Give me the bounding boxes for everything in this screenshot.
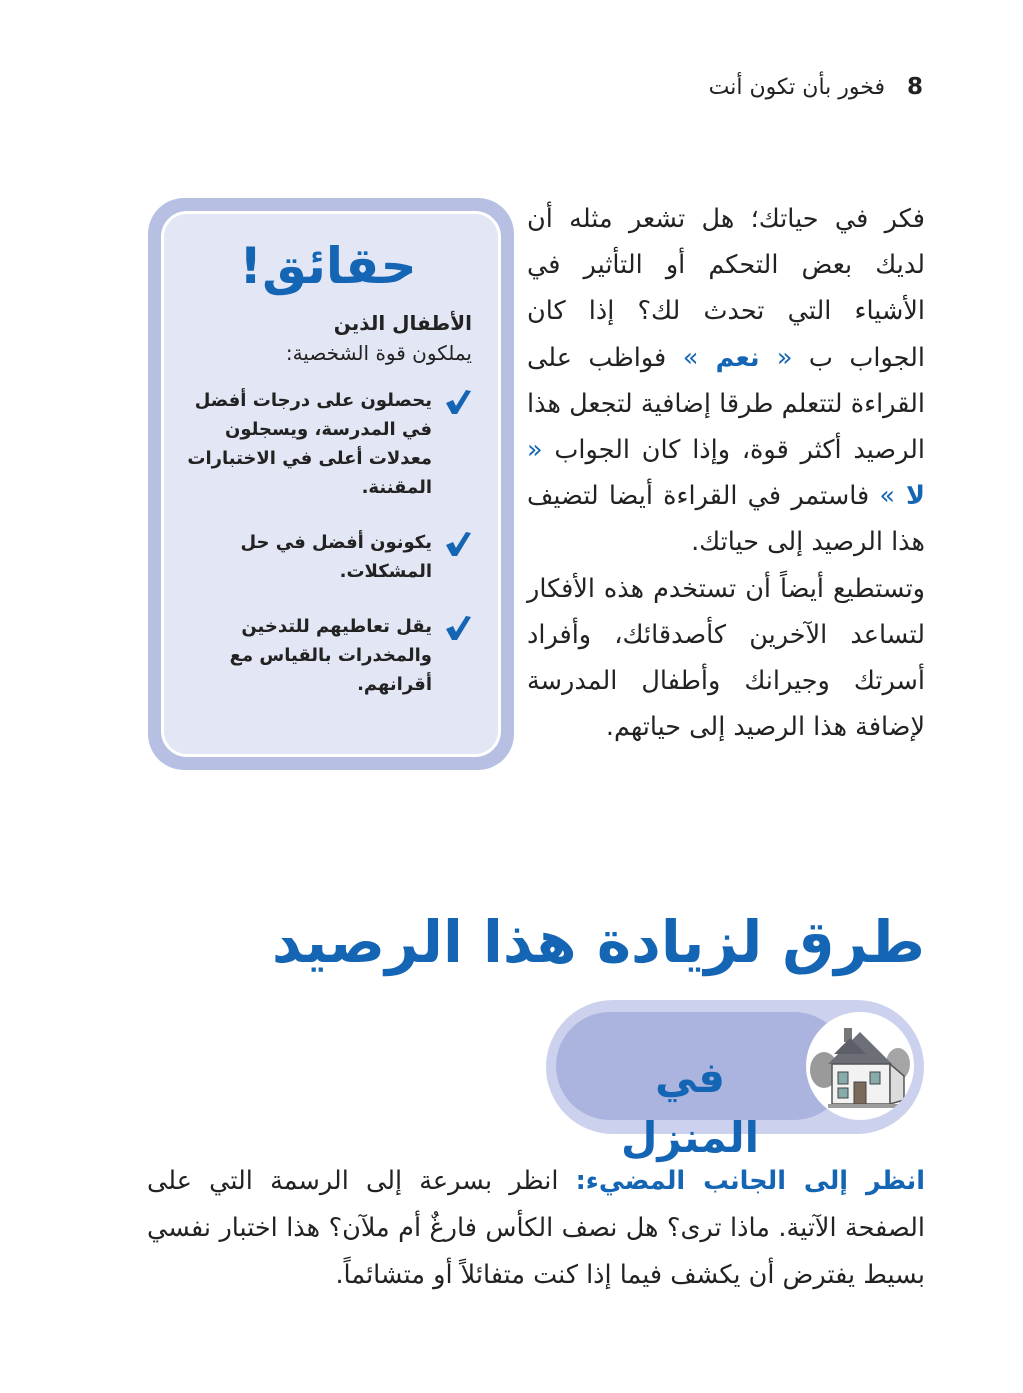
checkmark-icon	[444, 388, 472, 416]
facts-list-item: يقل تعاطيهم للتدخين والمخدرات بالقياس مع أقرانهم.	[184, 612, 472, 699]
facts-subtitle: يملكون قوة الشخصية:	[285, 341, 472, 365]
banner-pill	[556, 1012, 848, 1162]
house-icon-circle	[806, 1012, 914, 1120]
bottom-paragraph: انظر إلى الجانب المضيء: انظر بسرعة إلى الرسمة التي على الصفحة الآتية. ماذا ترى؟ هل نصف الكأس فارغٌ أم ملآن؟ هذا اختبار نفسي بسيط يفترض أن يكشف فيما إذا كنت متفائلاً أو متشائماً.	[147, 1166, 925, 1290]
home-banner	[546, 1000, 924, 1162]
book-title: فخور بأن تكون أنت	[708, 74, 885, 100]
house-icon	[810, 1018, 910, 1114]
section-heading: طرق لزيادة هذا الرصيد	[271, 908, 925, 976]
facts-list-item: يحصلون على درجات أفضل في المدرسة، ويسجلون معدلات أعلى في الاختبارات المقننة.	[184, 386, 472, 502]
main-paragraph-1: فكر في حياتك؛ هل تشعر مثله أن لديك بعض التحكم أو التأثير في الأشياء التي تحدث لك؟ إذا كان الجواب ب « نعم » فواظب على القراءة لتتعلم طرقا إضافية لتجعل هذا الرصيد أكثر قوة، وإذا كان الجواب « لا » فاستمر في القراءة أيضا لتضيف هذا الرصيد إلى حياتك.	[527, 204, 925, 558]
facts-list-item: يكونون أفضل في حل المشكلات.	[184, 528, 472, 586]
main-text-column	[527, 196, 925, 750]
checkmark-icon	[444, 614, 472, 642]
page-number: 8	[906, 74, 923, 100]
facts-box-inner	[161, 211, 501, 757]
facts-subtitle-bold: الأطفال الذين	[333, 311, 472, 335]
no-answer: « لا »	[527, 435, 925, 512]
checkmark-icon	[444, 530, 472, 558]
main-paragraph-2: وتستطيع أيضاً أن تستخدم هذه الأفكار لتساعد الآخرين كأصدقائك، وأفراد أسرتك وجيرانك وأطفال المدرسة لإضافة هذا الرصيد إلى حياتهم.	[527, 573, 925, 743]
bottom-lead: انظر إلى الجانب المضيء:	[575, 1166, 925, 1196]
banner-label: في المنزل	[620, 1053, 760, 1162]
page-header	[523, 74, 923, 100]
yes-answer: « نعم »	[682, 342, 793, 373]
facts-list	[184, 386, 472, 699]
facts-title: حقائق!	[239, 237, 417, 295]
facts-box	[148, 198, 514, 770]
